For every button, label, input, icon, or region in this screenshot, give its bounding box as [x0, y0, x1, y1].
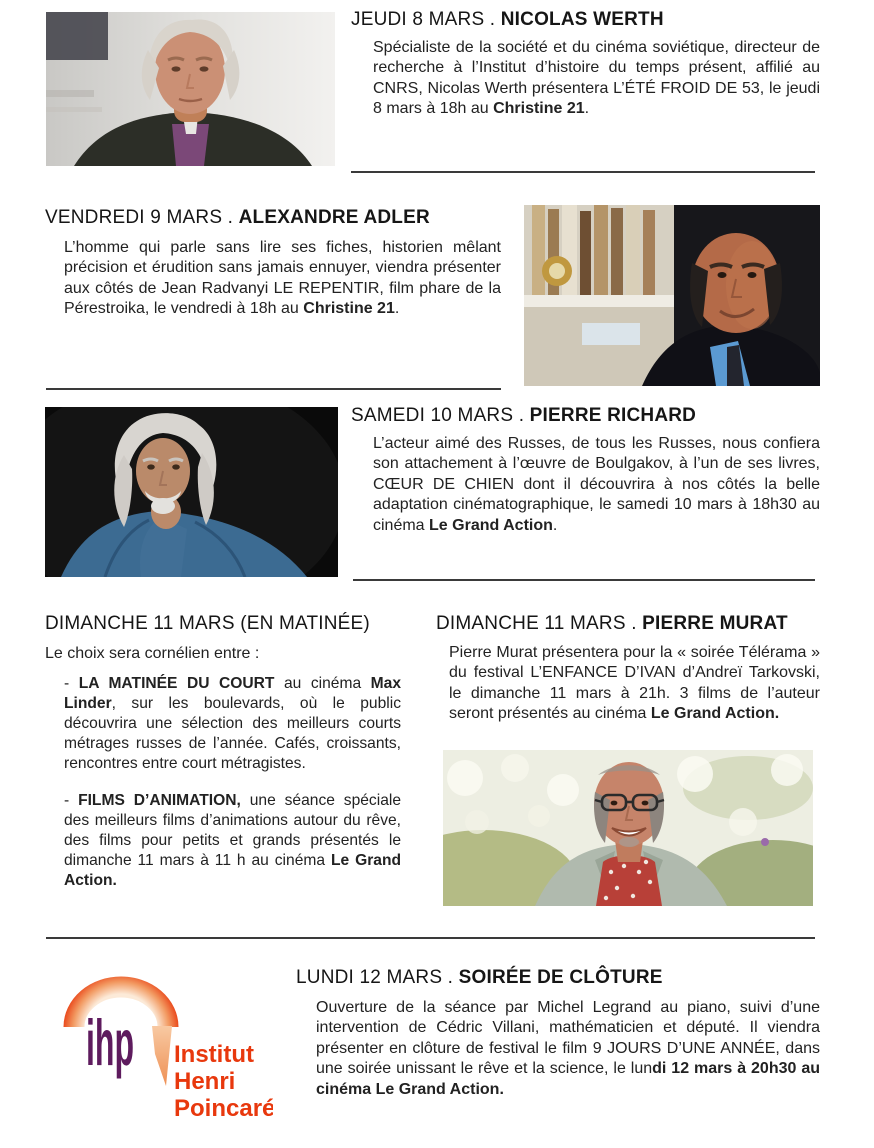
section-dimanche-murat-text: Pierre Murat présentera pour la « soirée Télérama » du festival L’ENFANCE D’IVAN d’Andreï Tarkovski, le dimanche 11 mars à 21h. 3 films de l’auteur seront présentés au cinéma Le Grand Action. — [449, 644, 820, 723]
section-dimanche-murat-heading: DIMANCHE 11 MARS . PIERRE MURAT — [436, 613, 788, 634]
photo-pierre-murat-illustration — [443, 750, 813, 906]
logo-monogram: ihp — [86, 1006, 134, 1079]
section-divider — [351, 171, 815, 173]
section-lundi-text: Ouverture de la séance par Michel Legrand au piano, suivi d’une intervention de Cédric Villani, mathématicien et député. Il viendra présenter en clôture de festival le film 9 JOURS D’UNE ANNÉE, dans une soirée unissant le rêve et la science, le lundi 12 mars à 20h30 au cinéma Le Grand Action. — [316, 999, 821, 1098]
photo-nicolas-werth-illustration — [46, 12, 335, 166]
section-divider — [46, 388, 501, 390]
ihp-institut-henri-poincare-logo — [58, 966, 273, 1126]
ihp-logo-graphic — [58, 966, 273, 1126]
photo-pierre-murat — [443, 750, 813, 906]
section-vendredi-text: L’homme qui parle sans lire ses fiches, historien mêlant précision et érudition sans jamais ennuyer, viendra présenter aux côtés de Jean Radvanyi LE REPENTIR, film phare de la Pérestroika, le vendredi à 18h au Christine 21. — [64, 239, 501, 318]
section-dimanche-matinee-heading: DIMANCHE 11 MARS (EN MATINÉE) — [45, 613, 370, 634]
section-divider — [353, 579, 815, 581]
section-dimanche-matinee-bullet-animation: - FILMS D’ANIMATION, une séance spéciale des meilleurs films d’animations autour du rêve, des films pour petits et grands présentés le dimanche 11 mars à 11 h au cinéma Le Grand Action. — [64, 792, 402, 890]
logo-institute-line-3: Poincaré — [174, 1095, 273, 1122]
logo-institute-line-1: Institut — [174, 1041, 254, 1068]
section-dimanche-matinee-bullet-court: - LA MATINÉE DU COURT au cinéma Max Linder, sur les boulevards, où le public découvrira une sélection des meilleurs courts métrages russes de l’année. Cafés, croissants, rencontres entre court métragistes. — [64, 675, 401, 773]
section-samedi-heading: SAMEDI 10 MARS . PIERRE RICHARD — [351, 405, 697, 426]
photo-alexandre-adler — [524, 205, 820, 386]
section-jeudi-text: Spécialiste de la société et du cinéma soviétique, directeur de recherche à l’Institut d’histoire du temps présent, affilié au CNRS, Nicolas Werth présentera L’ÉTÉ FROID DE 53, le jeudi 8 mars à 18h au Christine 21. — [373, 39, 820, 118]
logo-institute-line-2: Henri — [174, 1068, 236, 1095]
section-samedi-text: L’acteur aimé des Russes, de tous les Russes, nous confiera son attachement à l’œuvre de Boulgakov, à l’un de ses livres, CŒUR DE CHIEN dont il découvrira à nos côtés la belle adaptation cinématographique, le samedi 10 mars à 18h30 au cinéma Le Grand Action. — [373, 435, 820, 534]
section-dimanche-matinee-intro: Le choix sera cornélien entre : — [45, 645, 260, 662]
photo-nicolas-werth — [46, 12, 335, 166]
section-vendredi-heading: VENDREDI 9 MARS . ALEXANDRE ADLER — [45, 207, 430, 228]
section-lundi-heading: LUNDI 12 MARS . SOIRÉE DE CLÔTURE — [296, 967, 663, 988]
section-divider — [46, 937, 815, 939]
photo-pierre-richard — [45, 407, 338, 577]
logo-arch-tail — [152, 1026, 172, 1086]
section-jeudi-heading: JEUDI 8 MARS . NICOLAS WERTH — [351, 9, 664, 30]
photo-pierre-richard-illustration — [45, 407, 338, 577]
photo-alexandre-adler-illustration — [524, 205, 820, 386]
